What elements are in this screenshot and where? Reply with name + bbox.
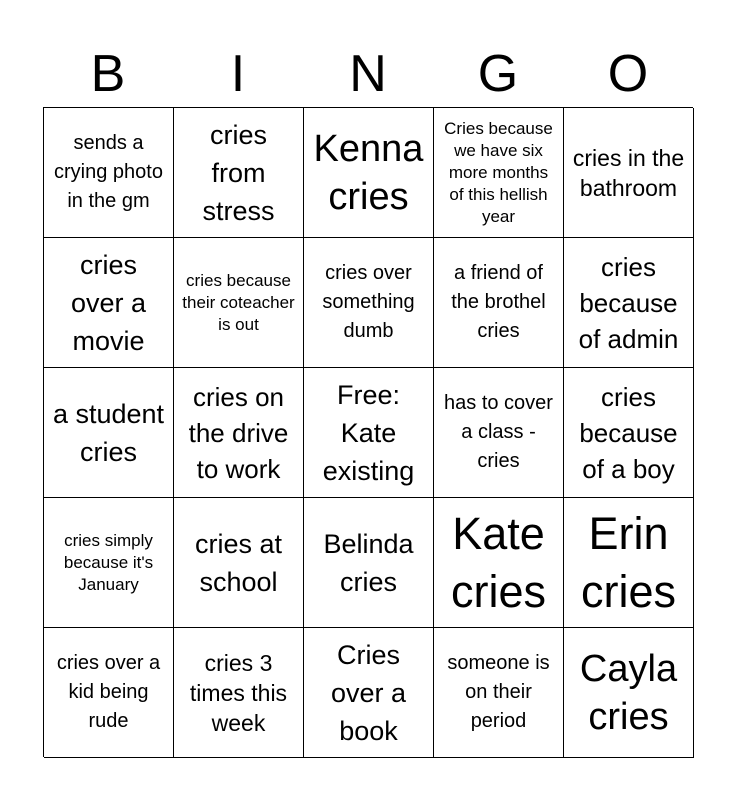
bingo-cell-r2-c4[interactable]: [434, 238, 564, 368]
bingo-cell-r2-c2[interactable]: [174, 238, 304, 368]
bingo-cell-r5-c3[interactable]: [304, 628, 434, 758]
bingo-cell-text: Belinda cries: [323, 528, 414, 597]
bingo-cell-r1-c1[interactable]: [44, 108, 174, 238]
bingo-cell-r4-c4[interactable]: [434, 498, 564, 628]
bingo-cell-text: cries at school: [194, 528, 283, 597]
bingo-cell-text: has to cover a class - cries: [444, 392, 553, 472]
bingo-cell-text: Kate cries: [450, 507, 546, 617]
bingo-cell-r3-c1[interactable]: [44, 368, 174, 498]
bingo-cell-text: cries from stress: [202, 119, 275, 226]
header-letter-o: O: [607, 45, 649, 103]
bingo-cell-text: Erin cries: [580, 507, 676, 617]
bingo-cell-r4-c3[interactable]: [304, 498, 434, 628]
bingo-cell-r1-c4[interactable]: [434, 108, 564, 238]
bingo-cell-text: a student cries: [52, 398, 165, 467]
bingo-cell-text: cries over a movie: [70, 249, 147, 356]
bingo-cell-r5-c4[interactable]: [434, 628, 564, 758]
bingo-cell-text: cries because their coteacher is out: [182, 270, 295, 334]
bingo-cell-text: cries simply because it's January: [63, 530, 154, 594]
bingo-cell-text: Kenna cries: [313, 127, 424, 218]
bingo-cell-text: Cries over a book: [330, 639, 407, 746]
bingo-cell-text: Free: Kate existing: [322, 379, 415, 486]
header-letter-b: B: [90, 45, 126, 103]
bingo-cell-r4-c5[interactable]: [564, 498, 694, 628]
bingo-cell-r3-c5[interactable]: [564, 368, 694, 498]
bingo-cell-text: a friend of the brothel cries: [451, 262, 546, 342]
bingo-cell-text: someone is on their period: [447, 652, 550, 732]
bingo-cell-text: sends a crying photo in the gm: [54, 132, 163, 212]
bingo-cell-text: cries because of a boy: [579, 381, 678, 484]
header-letter-n: N: [349, 45, 387, 103]
bingo-cell-r1-c3[interactable]: [304, 108, 434, 238]
bingo-cell-text: cries over something dumb: [322, 262, 415, 342]
bingo-cell-text: Cries because we have six more months of this hellish year: [444, 118, 553, 226]
bingo-cell-r4-c2[interactable]: [174, 498, 304, 628]
bingo-cell-text: cries in the bathroom: [572, 144, 685, 201]
bingo-cell-r2-c5[interactable]: [564, 238, 694, 368]
bingo-grid: [43, 107, 693, 757]
bingo-cell-r5-c1[interactable]: [44, 628, 174, 758]
bingo-cell-text: cries on the drive to work: [188, 381, 289, 484]
bingo-cell-r1-c5[interactable]: [564, 108, 694, 238]
bingo-cell-text: cries because of admin: [578, 251, 679, 354]
bingo-cell-r3-c3[interactable]: [304, 368, 434, 498]
bingo-cell-text: cries over a kid being rude: [56, 652, 161, 732]
bingo-cell-r5-c5[interactable]: [564, 628, 694, 758]
bingo-cell-text: Cayla cries: [579, 647, 678, 738]
bingo-cell-r2-c1[interactable]: [44, 238, 174, 368]
bingo-cell-r1-c2[interactable]: [174, 108, 304, 238]
bingo-cell-text: cries 3 times this week: [189, 649, 288, 736]
bingo-cell-r3-c2[interactable]: [174, 368, 304, 498]
header-letter-g: G: [477, 45, 519, 103]
bingo-cell-r5-c2[interactable]: [174, 628, 304, 758]
header-letter-i: I: [230, 45, 246, 103]
bingo-cell-r4-c1[interactable]: [44, 498, 174, 628]
bingo-cell-r3-c4[interactable]: [434, 368, 564, 498]
bingo-header: [43, 40, 693, 108]
bingo-cell-r2-c3[interactable]: [304, 238, 434, 368]
